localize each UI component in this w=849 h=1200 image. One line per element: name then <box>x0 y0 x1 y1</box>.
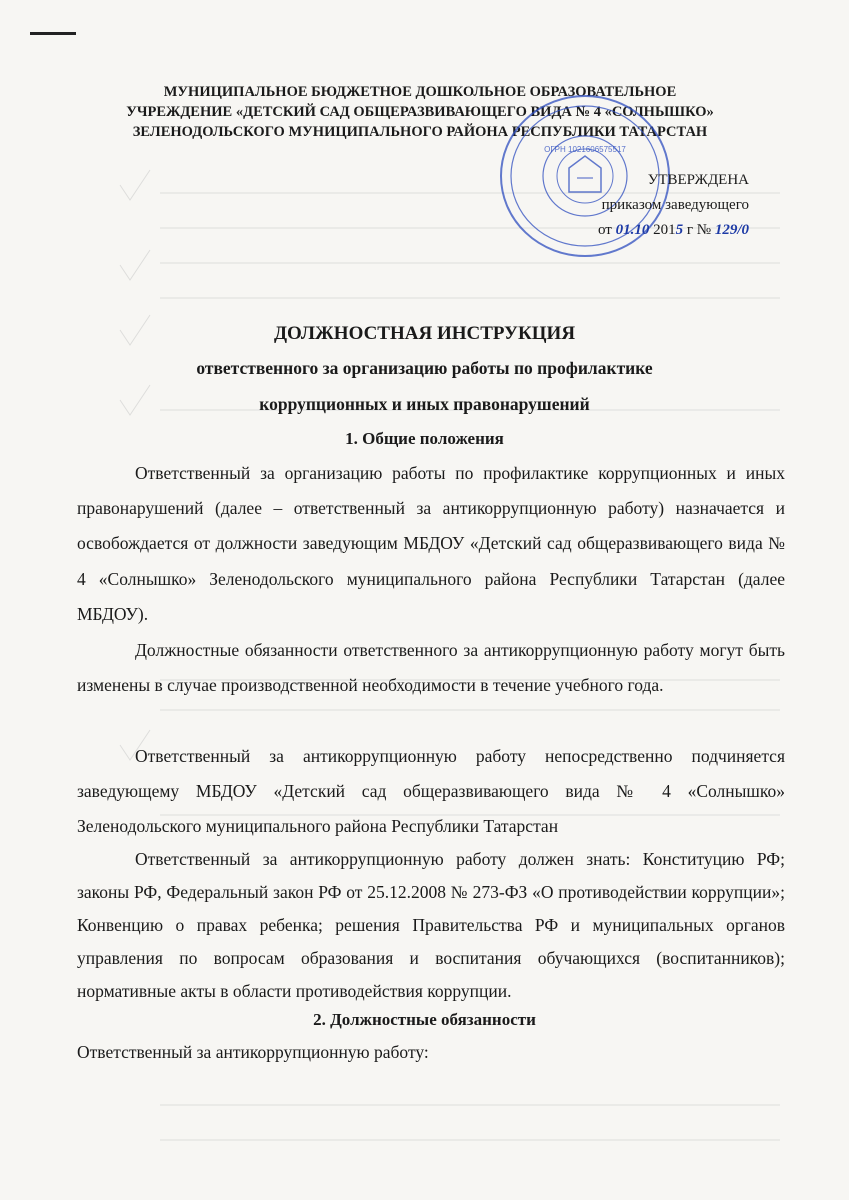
approval-block <box>598 168 749 243</box>
approval-order: приказом заведующего <box>601 197 749 213</box>
document-subtitle-2: коррупционных и иных правонарушений <box>259 394 590 414</box>
org-line-3: ЗЕЛЕНОДОЛЬСКОГО МУНИЦИПАЛЬНОГО РАЙОНА РЕСПУБЛИКИ ТАТАРСТАН <box>132 124 708 140</box>
approval-year: 5 <box>675 222 684 238</box>
ghost-check-2 <box>120 250 150 280</box>
section-2-intro: Ответственный за антикоррупционную работу: <box>77 1042 429 1062</box>
approval-date-line: от 01.10 2015 г № 129/0 <box>598 222 749 238</box>
section-2-title: 2. Должностные обязанности <box>313 1010 536 1029</box>
approval-number: 129/0 <box>714 222 749 238</box>
approval-date: 01.10 <box>615 222 650 238</box>
org-line-1: МУНИЦИПАЛЬНОЕ БЮДЖЕТНОЕ ДОШКОЛЬНОЕ ОБРАЗОВАТЕЛЬНОЕ <box>163 84 677 100</box>
document-subtitle-1: ответственного за организацию работы по профилактике <box>196 358 653 378</box>
paragraph-4: Ответственный за антикоррупционную работу должен знать: Конституцию РФ; законы РФ, Федеральный закон РФ от 25.12.2008 № 273-ФЗ «О противодействии коррупции»; Конвенцию о правах ребенка; решения Правительства РФ и муниципальных органов управления по вопросам образования и воспитания обучающихся (воспитанников); нормативные акты в области противодействия коррупции. <box>77 849 785 1001</box>
paragraph-1: Ответственный за организацию работы по профилактике коррупционных и иных правонарушений (далее – ответственный за антикоррупционную работу) назначается и освобождается от должности заведующим МБДОУ «Детский сад общеразвивающего вида № 4 «Солнышко» Зеленодольского муниципального района Республики Татарстан (далее МБДОУ). <box>77 463 785 624</box>
org-line-2: УЧРЕЖДЕНИЕ «ДЕТСКИЙ САД ОБЩЕРАЗВИВАЮЩЕГО ВИДА № 4 «СОЛНЫШКО» <box>126 104 714 120</box>
top-mark <box>30 32 76 35</box>
section-1-title: 1. Общие положения <box>345 429 504 448</box>
seal-inner-text: ОГРН 1021606575517 <box>544 145 626 154</box>
paragraph-3: Ответственный за антикоррупционную работу непосредственно подчиняется заведующему МБДОУ «Детский сад общеразвивающего вида № 4 «Солнышко» Зеленодольского муниципального района Республики Татарстан <box>77 746 785 837</box>
approval-title: УТВЕРЖДЕНА <box>647 172 749 188</box>
ghost-check-1 <box>120 170 150 200</box>
paragraph-2: Должностные обязанности ответственного за антикоррупционную работу могут быть изменены в случае производственной необходимости в течение учебного года. <box>77 640 785 696</box>
document-title: ДОЛЖНОСТНАЯ ИНСТРУКЦИЯ <box>273 323 576 344</box>
